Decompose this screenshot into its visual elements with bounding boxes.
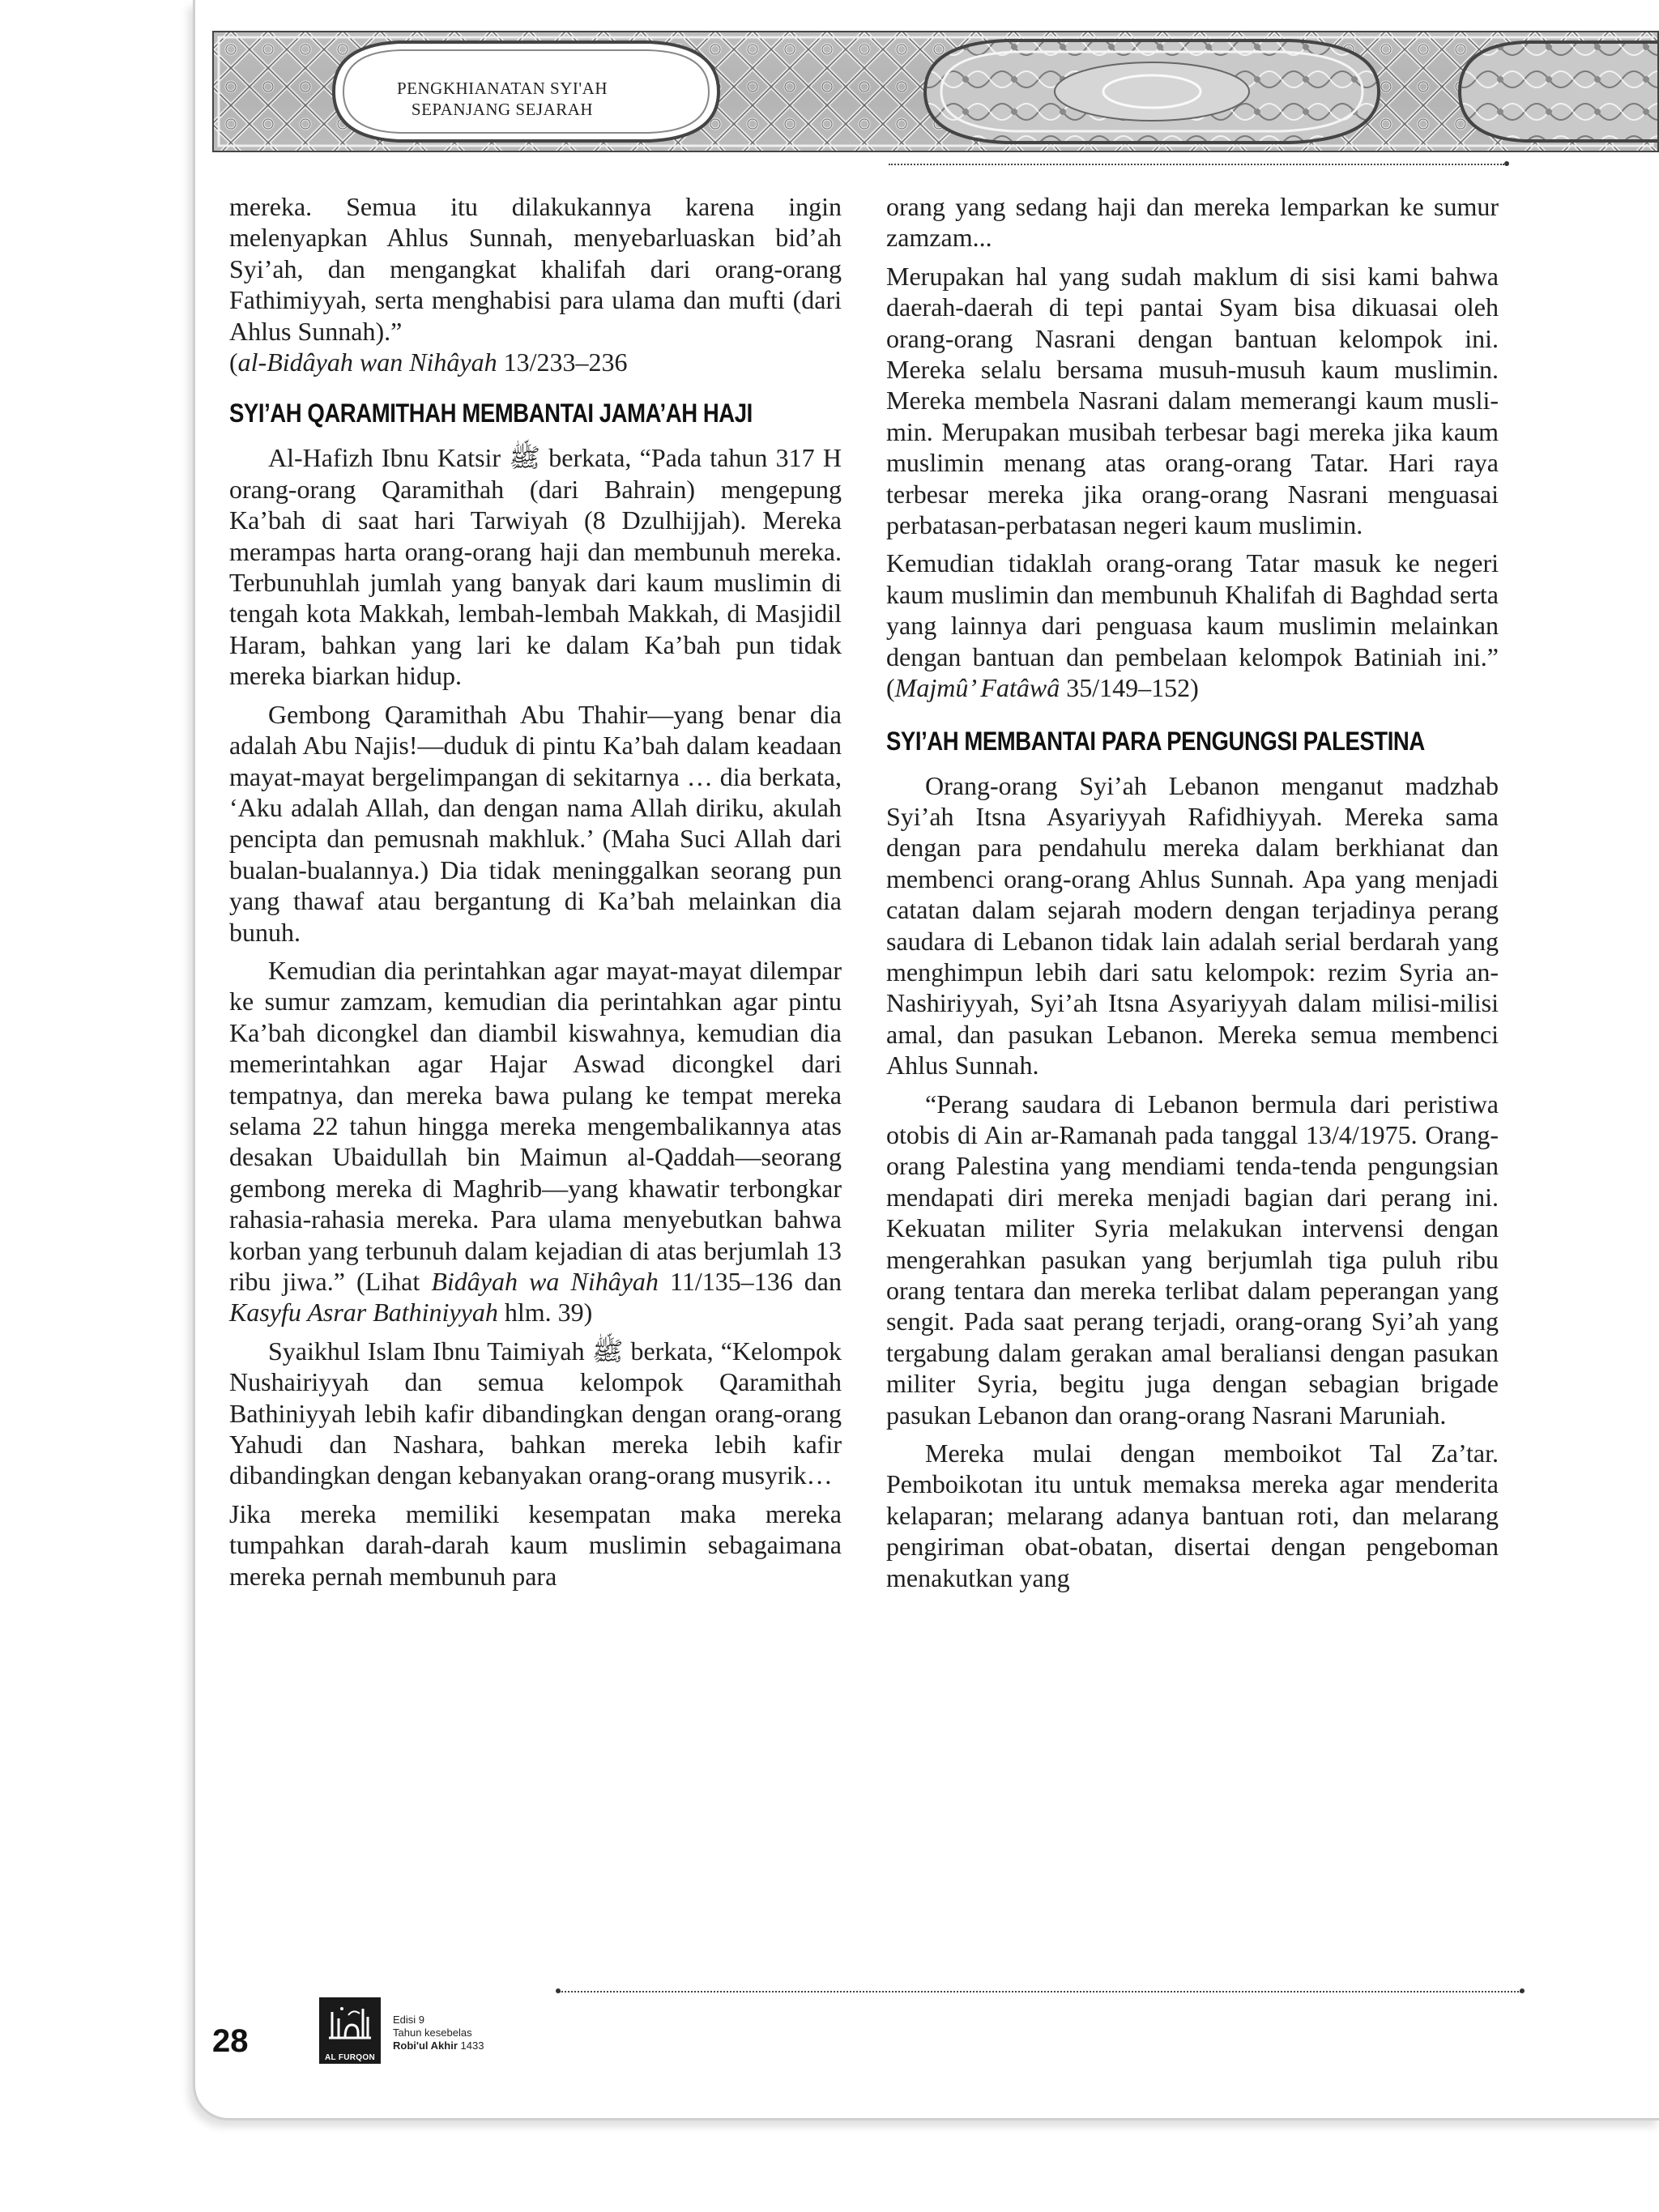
citation-open: ( — [229, 347, 238, 377]
paragraph: Gembong Qaramithah Abu Thahir—yang benar dia adalah Abu Najis!—duduk di pintu Ka’bah dalam keadaan mayat-mayat bergelimpangan di sekitarnya … dia berkata, ‘Aku adalah Allah, dan dengan nama Allah diriku, akulah pencipta dan pemusnah makhluk.’ (Maha Suci Allah dari bualan-bualannya.) Dia tidak meninggalkan seorang pun yang thawaf atau bergantung di Ka’bah melainkan dia bunuh. — [229, 699, 842, 947]
paragraph-text: Kemudian dia perintahkan agar mayat-mayat dilempar ke sumur zamzam, kemudian dia perintahkan agar pintu Ka’bah dicongkel dan diambil kiswahnya, kemudian dia memerintahkan agar Hajar Aswad dicongkel dari tempatnya, dan mereka bawa pulang ke tempat mereka selama 22 tahun hingga mereka mengembalikannya atas desakan Ubaidullah bin Maimun al-Qaddah—seorang gembong mereka di Maghrib—yang khawatir terbongkar rahasia-rahasia mereka. Para ulama menyebutkan bahwa korban yang terbunuh dalam kejadian di atas berjumlah 13 ribu jiwa.” (Lihat — [229, 955, 842, 1296]
running-header-title — [356, 78, 648, 120]
logo-text: AL FURQON — [325, 2053, 375, 2062]
paragraph — [229, 955, 842, 1328]
paragraph: Syaikhul Islam Ibnu Taimiyah ﷺ berkata, “Kelompok Nushairiyyah dan semua kelompok Qaramithah Bathiniyyah lebih kafir dibandingkan dengan orang-orang Yahudi dan Nashara, bahkan mereka lebih kafir dibandingkan dengan kebanyakan orang-orang musyrik… — [229, 1336, 842, 1490]
citation-title: Bidâyah wa Nihâyah — [431, 1267, 659, 1296]
paragraph-text: mereka. Semua itu dilakukannya karena ingin melenyapkan Ahlus Sunnah, menyebarluaskan bid’ah Syi’ah, dan mengangkat khalifah dari orang-orang Fathimiyyah, serta menghabisi para ulama dan mufti (dari Ahlus Sunnah).” — [229, 192, 842, 346]
paragraph-text: Kemudian tidaklah orang-orang Tatar masuk ke negeri kaum muslimin dan membunuh Khalifah di Baghdad serta yang lainnya dari penguasa kaum muslimin melainkan dengan bantuan dan pembelaan kelompok Batiniah ini.” ( — [886, 548, 1499, 703]
calligraphy-logo-icon — [324, 2001, 376, 2048]
paragraph: Al-Hafizh Ibnu Katsir ﷺ berkata, “Pada tahun 317 H orang-orang Qaramithah (dari Bahrain) mengepung Ka’bah di saat hari Tarwiyah (8 Dzulhijjah). Mereka merampas harta orang-orang haji dan membunuh mereka. Terbunuhlah jumlah yang banyak dari kaum muslimin di tengah kota Makkah, lembah-lembah Makkah, di Masjidil Haram, bahkan yang lari ke dalam Ka’bah pun tidak mereka biarkan hidup. — [229, 443, 842, 691]
section-heading: SYI’AH QARAMITHAH MEMBANTAI JAMA’AH HAJI — [229, 399, 753, 428]
footer-divider — [559, 1991, 1521, 1993]
running-header-line1: PENGKHIANATAN SYI'AH — [396, 79, 608, 98]
paragraph: Mereka mulai dengan memboikot Tal Za’tar. Pemboikotan itu untuk memaksa mereka agar menderita kelaparan; melarang adanya bantuan roti, dan melarang pengiriman obat-obatan, disertai dengan pengeboman menakutkan yang — [886, 1438, 1499, 1592]
paragraph: “Perang saudara di Lebanon bermula dari peristiwa otobis di Ain ar-Ramanah pada tanggal 13/4/1975. Orang-orang Palestina yang mendiami tenda-tenda pengungsian mendapati diri mereka menjadi bagian dari perang ini. Kekuatan militer Syria melakukan intervensi dengan mengerahkan pasukan yang berjumlah tiga puluh ribu orang tentara dan mereka terlibat dalam peperangan yang sengit. Pada saat perang terjadi, orang-orang Syi’ah yang tergabung dalam gerakan amal beraliansi dengan pasukan militer Syria, begitu juga dengan sebagian brigade pasukan Lebanon dan orang-orang Nasrani Maruniah. — [886, 1089, 1499, 1430]
paragraph: Jika mereka memiliki kesempatan maka mereka tumpahkan darah-darah kaum muslimin sebagaimana mereka pernah membunuh para — [229, 1498, 842, 1591]
edition-date — [393, 2039, 484, 2052]
right-column — [886, 191, 1499, 1600]
citation-ref: 13/233–236 — [497, 347, 628, 377]
citation-title: Majmû’ Fatâwâ — [894, 673, 1060, 703]
paragraph: Orang-orang Syi’ah Lebanon menganut madzhab Syi’ah Itsna Asyariyyah Rafidhiyyah. Mereka sama dengan para pendahulu mereka dalam berkhianat dan membenci orang-orang Ahlus Sunnah. Apa yang menjadi catatan dalam sejarah modern dengan terjadinya perang saudara di Lebanon tidak lain adalah serial berdarah yang menghimpun lebih dari satu kelompok: rezim Syria an-Nashiriyyah, Syi’ah Itsna Asyariyyah dalam milisi-milisi amal, dan pasukan Lebanon. Mereka semua membenci Ahlus Sunnah. — [886, 770, 1499, 1080]
edition-year: Tahun kesebelas — [393, 2027, 472, 2039]
edition-number: Edisi 9 — [393, 2014, 425, 2026]
paragraph — [886, 548, 1499, 703]
citation-ref: hlm. 39) — [497, 1298, 593, 1328]
footer-divider-start — [556, 1988, 561, 1993]
edition-info — [393, 2014, 484, 2052]
running-header-line2: SEPANJANG SEJARAH — [411, 100, 594, 119]
edition-month: Robi'ul Akhir — [393, 2039, 458, 2052]
paragraph: orang yang sedang haji dan mereka lemparkan ke sumur zamzam... — [886, 192, 1499, 253]
section-heading: SYI’AH MEMBANTAI PARA PENGUNGSI PALESTINA — [886, 726, 1425, 756]
paragraph: Merupakan hal yang sudah maklum di sisi kami bahwa daerah-daerah di tepi pantai Syam bisa dikuasai oleh orang-orang Nasrani dengan bantuan kelompok ini. Mereka selalu bersama musuh-musuh kaum muslimin. Mereka membela Nasrani dalam memerangi kaum muslimin. Merupakan musibah terbesar bagi mereka jika kaum muslimin menang atas orang-orang Tatar. Hari raya terbesar mereka jika orang-orang Nasrani menguasai perbatasan-perbatasan negeri kaum muslimin. — [886, 261, 1499, 540]
citation-ref: 35/149–152) — [1060, 673, 1199, 703]
header-divider-end — [1504, 161, 1509, 166]
citation-ref: 11/135–136 dan — [658, 1267, 842, 1296]
paragraph — [229, 191, 842, 377]
footer-divider-end — [1520, 1988, 1525, 1993]
header-divider — [889, 164, 1504, 165]
magazine-logo — [319, 1997, 381, 2064]
citation-title: Kasyfu Asrar Bathiniyyah — [229, 1298, 498, 1328]
page-number: 28 — [212, 2023, 249, 2059]
left-column — [229, 191, 842, 1599]
citation-title: al-Bidâyah wan Nihâyah — [237, 347, 497, 377]
edition-hijri-year: 1433 — [460, 2039, 484, 2052]
